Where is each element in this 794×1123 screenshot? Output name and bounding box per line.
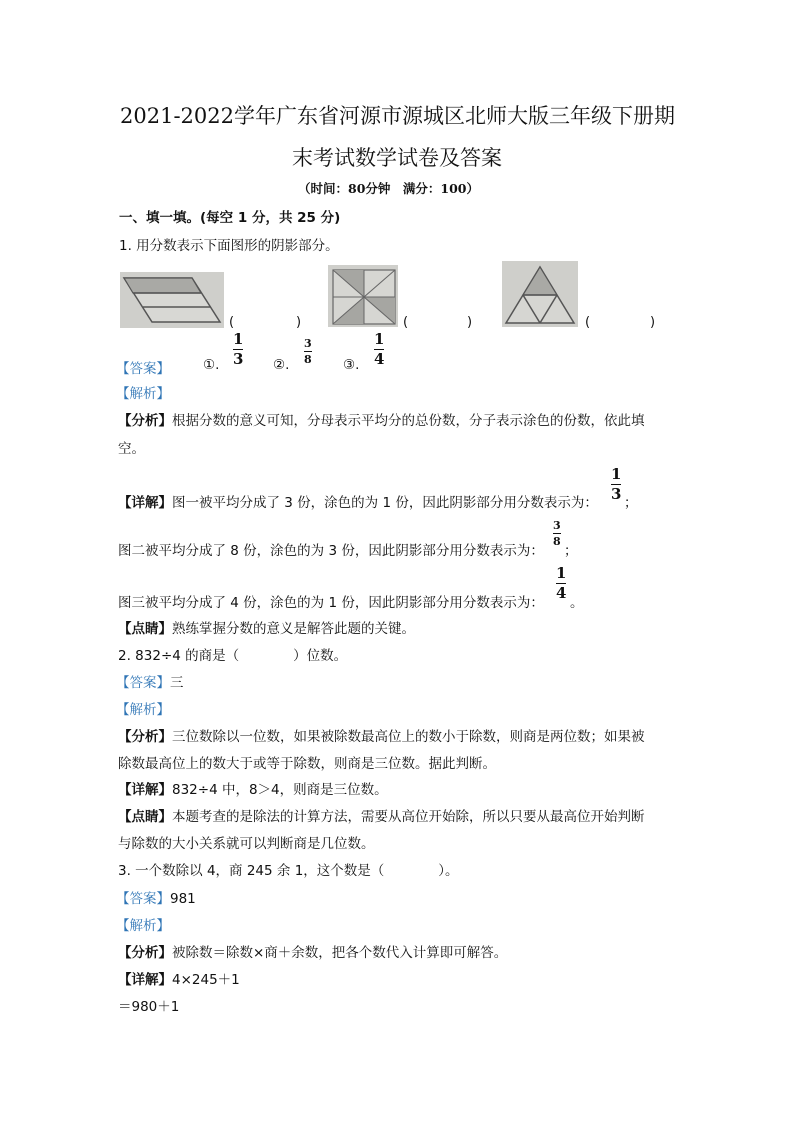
detail-text: 图一被平均分成了 3 份，涂色的为 1 份，因此阴影部分用分数表示为： bbox=[172, 495, 598, 511]
q2-answer bbox=[116, 671, 184, 691]
title-line-2: 末考试数学试卷及答案 bbox=[292, 146, 502, 170]
question-1-stem: 1. 用分数表示下面图形的阴影部分。 bbox=[119, 238, 339, 254]
denominator: 3 bbox=[611, 485, 622, 503]
detail-1-fraction bbox=[611, 467, 621, 502]
answer-value: 981 bbox=[170, 891, 196, 907]
q3-fenxi bbox=[118, 941, 507, 961]
detail-text: 832÷4 中，8＞4，则商是三位数。 bbox=[172, 782, 388, 798]
section-heading: 一、填一填。(每空 1 分，共 25 分) bbox=[119, 210, 341, 226]
q2-detail bbox=[118, 778, 388, 798]
q2-fenxi-line-1 bbox=[118, 725, 645, 745]
denominator: 8 bbox=[553, 535, 561, 548]
q1-detail-line-3: 图三被平均分成了 4 份，涂色的为 1 份，因此阴影部分用分数表示为： bbox=[118, 595, 544, 611]
blank-open-1: ( bbox=[229, 315, 235, 330]
answer-tag: 【答案】 bbox=[116, 675, 170, 691]
analysis-tag: 【解析】 bbox=[116, 918, 170, 934]
q3-step-1: ＝980＋1 bbox=[118, 999, 180, 1015]
numerator: 1 bbox=[611, 465, 622, 483]
numerator: 1 bbox=[556, 564, 567, 582]
q2-dianjing-line-1 bbox=[118, 805, 645, 825]
answer-1-fraction bbox=[233, 332, 243, 367]
q1-dianjing bbox=[118, 617, 415, 637]
q1-fenxi-line-2: 空。 bbox=[118, 441, 145, 457]
numerator: 1 bbox=[233, 330, 244, 348]
q3-answer bbox=[116, 887, 196, 907]
fenxi-text: 根据分数的意义可知，分母表示平均分的总份数，分子表示涂色的份数，依此填 bbox=[172, 413, 645, 429]
answer-3-label: ③. bbox=[343, 357, 360, 373]
q2-dianjing-line-2: 与除数的大小关系就可以判断商是几位数。 bbox=[118, 836, 375, 852]
fenxi-text: 三位数除以一位数，如果被除数最高位上的数小于除数，则商是两位数；如果被 bbox=[172, 729, 645, 745]
answer-value: 三 bbox=[170, 675, 184, 691]
figure-parallelogram bbox=[120, 272, 224, 328]
q1-detail-line-2: 图二被平均分成了 8 份，涂色的为 3 份，因此阴影部分用分数表示为： bbox=[118, 543, 544, 559]
detail-tag: 【详解】 bbox=[118, 782, 172, 798]
denominator: 8 bbox=[304, 353, 312, 366]
detail-2-end: ； bbox=[564, 543, 578, 559]
blank-close-1: ) bbox=[296, 315, 302, 330]
detail-text: 4×245＋1 bbox=[172, 972, 240, 988]
exam-info: （时间：80分钟 满分：100） bbox=[298, 181, 479, 196]
detail-3-fraction bbox=[556, 566, 566, 601]
answer-tag: 【答案】 bbox=[116, 891, 170, 907]
blank-open-2: ( bbox=[403, 315, 409, 330]
q1-detail-line-1 bbox=[118, 491, 598, 511]
numerator: 1 bbox=[374, 330, 385, 348]
q2-fenxi-line-2: 除数最高位上的数大于或等于除数，则商是三位数。据此判断。 bbox=[118, 756, 496, 772]
answer-2-label: ②. bbox=[273, 357, 290, 373]
dianjing-text: 本题考查的是除法的计算方法，需要从高位开始除，所以只要从最高位开始判断 bbox=[172, 809, 645, 825]
detail-1-end: ； bbox=[624, 495, 638, 511]
detail-tag: 【详解】 bbox=[118, 495, 172, 511]
question-2-stem: 2. 832÷4 的商是（ ）位数。 bbox=[118, 648, 348, 664]
fenxi-tag: 【分析】 bbox=[118, 413, 172, 429]
answer-1-label: ①. bbox=[203, 357, 220, 373]
denominator: 4 bbox=[556, 584, 567, 602]
detail-3-end: 。 bbox=[570, 595, 584, 611]
title-line-1: 2021-2022学年广东省河源市源城区北师大版三年级下册期 bbox=[120, 104, 675, 128]
detail-tag: 【详解】 bbox=[118, 972, 172, 988]
dianjing-text: 熟练掌握分数的意义是解答此题的关键。 bbox=[172, 621, 415, 637]
answer-tag: 【答案】 bbox=[116, 361, 170, 377]
answer-2-fraction bbox=[304, 338, 312, 365]
blank-close-3: ) bbox=[650, 315, 656, 330]
fenxi-text: 被除数＝除数×商＋余数，把各个数代入计算即可解答。 bbox=[172, 945, 508, 961]
blank-close-2: ) bbox=[467, 315, 473, 330]
denominator: 4 bbox=[374, 350, 385, 368]
question-3-stem: 3. 一个数除以 4，商 245 余 1，这个数是（ ）。 bbox=[118, 863, 459, 879]
q3-detail bbox=[118, 968, 240, 988]
detail-2-fraction bbox=[553, 520, 561, 547]
triangle-divided-icon bbox=[502, 261, 578, 327]
numerator: 3 bbox=[304, 337, 312, 350]
denominator: 3 bbox=[233, 350, 244, 368]
dianjing-tag: 【点睛】 bbox=[118, 809, 172, 825]
fenxi-tag: 【分析】 bbox=[118, 729, 172, 745]
analysis-tag: 【解析】 bbox=[116, 386, 170, 402]
figure-square bbox=[328, 265, 398, 327]
analysis-tag: 【解析】 bbox=[116, 702, 170, 718]
square-divided-icon bbox=[328, 265, 398, 327]
q1-fenxi-line-1 bbox=[118, 409, 645, 429]
fenxi-tag: 【分析】 bbox=[118, 945, 172, 961]
parallelogram-icon bbox=[120, 272, 224, 328]
dianjing-tag: 【点睛】 bbox=[118, 621, 172, 637]
figure-triangle bbox=[502, 261, 578, 327]
answer-3-fraction bbox=[374, 332, 384, 367]
numerator: 3 bbox=[553, 519, 561, 532]
blank-open-3: ( bbox=[585, 315, 591, 330]
